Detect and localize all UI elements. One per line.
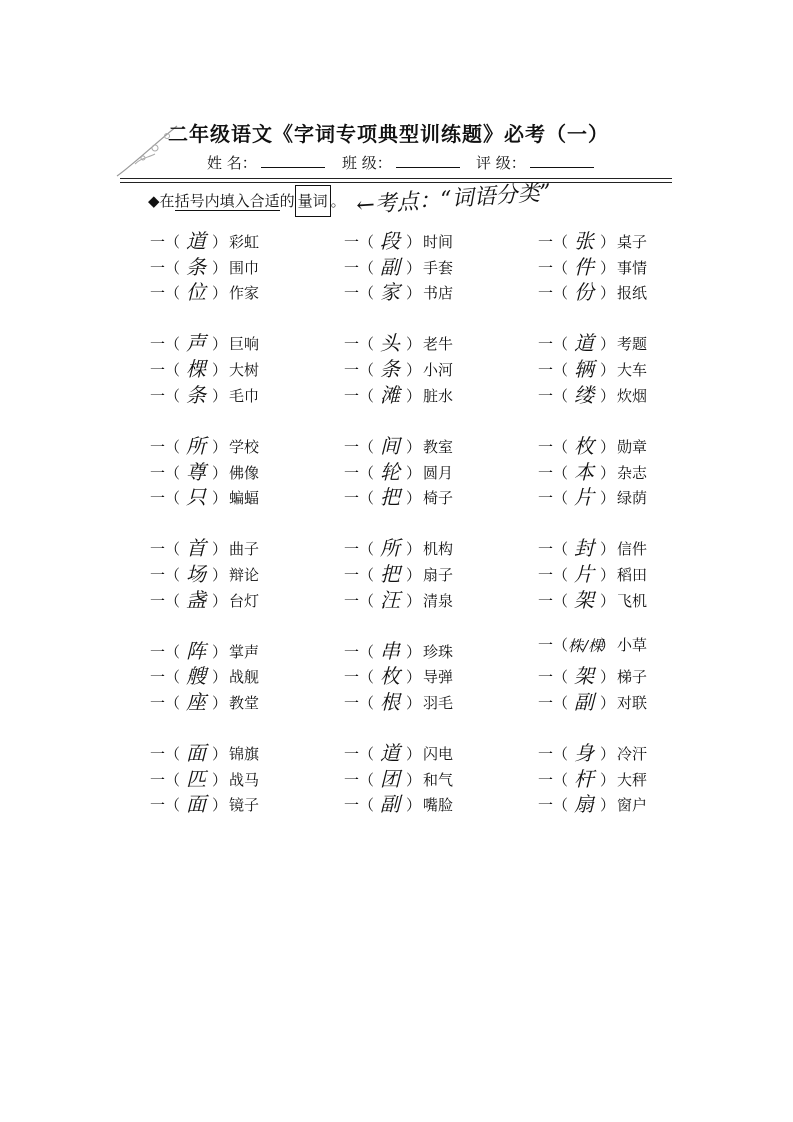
fill-item bbox=[150, 787, 260, 817]
close-paren: ） bbox=[212, 258, 228, 277]
close-paren: ） bbox=[406, 258, 422, 277]
close-paren: ） bbox=[406, 770, 422, 789]
handwritten-answer[interactable]: 株/棵 bbox=[568, 636, 604, 655]
class-blank[interactable] bbox=[396, 155, 460, 168]
handwritten-answer[interactable]: 根 bbox=[380, 690, 401, 714]
close-paren: ） bbox=[600, 463, 616, 482]
close-paren: ） bbox=[600, 335, 616, 354]
handwritten-answer[interactable]: 场 bbox=[186, 561, 207, 586]
noun-text: 窗户 bbox=[617, 796, 648, 815]
close-paren: ） bbox=[212, 335, 228, 354]
fill-item bbox=[344, 275, 454, 305]
handwritten-answer[interactable]: 条 bbox=[186, 254, 207, 279]
open-paren: 一（ bbox=[538, 635, 569, 654]
open-paren: 一（ bbox=[344, 796, 375, 815]
fill-item bbox=[150, 326, 260, 356]
noun-text: 椅子 bbox=[423, 489, 454, 508]
close-paren: ） bbox=[600, 233, 616, 251]
open-paren: 一（ bbox=[150, 233, 181, 251]
handwritten-answer[interactable]: 封 bbox=[574, 536, 595, 561]
noun-text: 对联 bbox=[617, 694, 648, 712]
open-paren: 一（ bbox=[150, 463, 181, 482]
handwritten-answer[interactable]: 本 bbox=[574, 459, 595, 484]
name-field bbox=[207, 152, 325, 173]
handwritten-answer[interactable]: 声 bbox=[186, 331, 207, 356]
fill-item bbox=[538, 531, 648, 561]
close-paren: ） bbox=[600, 540, 616, 559]
handwritten-answer[interactable]: 辆 bbox=[574, 357, 595, 382]
noun-text: 大秤 bbox=[617, 770, 648, 789]
close-paren: ） bbox=[406, 591, 422, 610]
handwritten-answer[interactable]: 面 bbox=[186, 741, 207, 765]
open-paren: 一（ bbox=[538, 540, 569, 559]
fill-item bbox=[150, 685, 260, 714]
close-paren: ） bbox=[406, 463, 422, 482]
noun-text: 信件 bbox=[617, 540, 648, 559]
handwritten-answer[interactable]: 面 bbox=[186, 792, 207, 817]
page-title: 二年级语文《字词专项典型训练题》必考（一） bbox=[168, 122, 609, 146]
close-paren: ） bbox=[406, 335, 422, 354]
noun-text: 战马 bbox=[229, 770, 260, 789]
noun-text: 事情 bbox=[617, 258, 648, 277]
fill-item bbox=[150, 275, 260, 305]
fill-item bbox=[538, 275, 648, 305]
handwritten-answer[interactable]: 滩 bbox=[380, 382, 401, 407]
header-divider bbox=[120, 178, 672, 179]
open-paren: 一（ bbox=[150, 489, 181, 508]
fill-item bbox=[150, 762, 260, 791]
grade-blank[interactable] bbox=[530, 155, 594, 168]
close-paren: ） bbox=[212, 437, 228, 456]
noun-text: 学校 bbox=[229, 437, 260, 456]
close-paren: ） bbox=[212, 565, 228, 584]
open-paren: 一（ bbox=[538, 463, 569, 482]
open-paren: 一（ bbox=[344, 258, 375, 277]
fill-item bbox=[538, 378, 648, 407]
fill-item bbox=[538, 736, 648, 765]
close-paren: ） bbox=[406, 361, 422, 380]
fill-item bbox=[538, 557, 648, 586]
noun-text: 闪电 bbox=[423, 745, 454, 763]
fill-item bbox=[150, 659, 260, 689]
close-paren: ） bbox=[406, 284, 422, 303]
noun-text: 小河 bbox=[423, 361, 454, 380]
noun-text: 稻田 bbox=[617, 565, 648, 584]
noun-text: 大车 bbox=[617, 361, 648, 380]
close-paren: ） bbox=[406, 386, 422, 405]
handwritten-answer[interactable]: 缕 bbox=[574, 382, 595, 407]
open-paren: 一（ bbox=[344, 642, 375, 661]
open-paren: 一（ bbox=[150, 642, 181, 661]
open-paren: 一（ bbox=[344, 745, 375, 763]
open-paren: 一（ bbox=[538, 770, 569, 789]
fill-item bbox=[344, 762, 454, 791]
handwritten-answer[interactable]: 枚 bbox=[574, 433, 595, 458]
fill-item bbox=[538, 480, 648, 510]
open-paren: 一（ bbox=[150, 258, 181, 277]
fill-item bbox=[150, 531, 260, 561]
fill-item bbox=[150, 736, 260, 765]
fill-item bbox=[344, 378, 454, 407]
open-paren: 一（ bbox=[538, 335, 569, 354]
open-paren: 一（ bbox=[150, 565, 181, 584]
noun-text: 教室 bbox=[423, 437, 454, 456]
fill-item bbox=[344, 736, 454, 765]
close-paren: ） bbox=[406, 437, 422, 456]
handwritten-answer[interactable]: 副 bbox=[574, 690, 595, 714]
handwritten-answer[interactable]: 杆 bbox=[574, 766, 595, 791]
open-paren: 一（ bbox=[538, 437, 569, 456]
fill-item bbox=[150, 480, 260, 510]
noun-text: 导弹 bbox=[423, 668, 454, 687]
close-paren: ） bbox=[600, 796, 616, 815]
fill-item bbox=[150, 378, 260, 407]
fill-item bbox=[344, 250, 454, 279]
noun-text: 炊烟 bbox=[617, 386, 648, 405]
fill-item bbox=[344, 583, 454, 612]
open-paren: 一（ bbox=[150, 770, 181, 789]
open-paren: 一（ bbox=[150, 437, 181, 456]
noun-text: 报纸 bbox=[617, 284, 648, 303]
open-paren: 一（ bbox=[538, 668, 569, 687]
noun-text: 作家 bbox=[229, 284, 260, 303]
open-paren: 一（ bbox=[538, 694, 569, 712]
class-label: 班 级： bbox=[342, 154, 392, 172]
close-paren: ） bbox=[600, 284, 616, 303]
open-paren: 一（ bbox=[344, 361, 375, 380]
grade-field bbox=[476, 152, 594, 173]
handwritten-answer[interactable]: 副 bbox=[380, 254, 401, 279]
fill-item bbox=[150, 352, 260, 382]
close-paren: ） bbox=[212, 386, 228, 405]
noun-text: 曲子 bbox=[229, 540, 260, 559]
noun-text: 教堂 bbox=[229, 694, 260, 712]
noun-text: 脏水 bbox=[423, 386, 454, 405]
open-paren: 一（ bbox=[344, 233, 375, 251]
noun-text: 围巾 bbox=[229, 258, 260, 277]
fill-item bbox=[538, 250, 648, 279]
open-paren: 一（ bbox=[344, 668, 375, 687]
noun-text: 嘴脸 bbox=[423, 796, 454, 815]
close-paren: ） bbox=[600, 635, 616, 654]
fill-item bbox=[344, 224, 454, 253]
close-paren: ） bbox=[600, 565, 616, 584]
handwritten-answer[interactable]: 所 bbox=[380, 536, 401, 561]
close-paren: ） bbox=[406, 796, 422, 815]
open-paren: 一（ bbox=[150, 591, 181, 610]
fill-item bbox=[538, 787, 648, 817]
fill-item bbox=[150, 583, 260, 612]
handwritten-answer[interactable]: 只 bbox=[186, 485, 207, 510]
handwritten-answer[interactable]: 团 bbox=[380, 766, 401, 791]
handwritten-answer[interactable]: 轮 bbox=[380, 459, 401, 484]
close-paren: ） bbox=[212, 540, 228, 559]
handwritten-answer[interactable]: 道 bbox=[574, 331, 595, 356]
close-paren: ） bbox=[600, 386, 616, 405]
noun-text: 圆月 bbox=[423, 463, 454, 482]
handwritten-answer[interactable]: 条 bbox=[186, 382, 207, 407]
close-paren: ） bbox=[600, 694, 616, 712]
close-paren: ） bbox=[600, 770, 616, 789]
open-paren: 一（ bbox=[150, 668, 181, 687]
fill-item bbox=[150, 250, 260, 279]
noun-text: 桌子 bbox=[617, 233, 648, 251]
handwritten-answer[interactable]: 把 bbox=[380, 561, 401, 586]
fill-item bbox=[344, 634, 454, 663]
noun-text: 冷汗 bbox=[617, 745, 648, 763]
fill-item bbox=[344, 557, 454, 586]
open-paren: 一（ bbox=[150, 796, 181, 815]
noun-text: 绿荫 bbox=[617, 489, 648, 508]
open-paren: 一（ bbox=[344, 335, 375, 354]
handwritten-answer[interactable]: 艘 bbox=[186, 664, 207, 689]
handwritten-answer[interactable]: 张 bbox=[574, 229, 595, 253]
name-blank[interactable] bbox=[261, 155, 325, 168]
fill-item bbox=[344, 787, 454, 817]
handwritten-answer[interactable]: 枚 bbox=[380, 664, 401, 689]
open-paren: 一（ bbox=[538, 591, 569, 610]
handwritten-answer[interactable]: 道 bbox=[186, 229, 207, 253]
close-paren: ） bbox=[212, 770, 228, 789]
bullet-icon: ◆ bbox=[148, 192, 160, 210]
open-paren: 一（ bbox=[538, 233, 569, 251]
close-paren: ） bbox=[212, 489, 228, 508]
handwritten-answer[interactable]: 段 bbox=[380, 229, 401, 253]
noun-text: 飞机 bbox=[617, 591, 648, 610]
open-paren: 一（ bbox=[150, 694, 181, 712]
open-paren: 一（ bbox=[150, 745, 181, 763]
open-paren: 一（ bbox=[538, 284, 569, 303]
handwritten-answer[interactable]: 首 bbox=[186, 536, 207, 561]
open-paren: 一（ bbox=[150, 386, 181, 405]
close-paren: ） bbox=[212, 284, 228, 303]
noun-text: 掌声 bbox=[229, 642, 260, 661]
fill-item bbox=[150, 634, 260, 663]
close-paren: ） bbox=[212, 694, 228, 712]
class-field bbox=[342, 152, 460, 173]
fill-item bbox=[344, 429, 454, 458]
fill-item bbox=[538, 583, 648, 612]
noun-text: 老牛 bbox=[423, 335, 454, 354]
fill-item bbox=[150, 557, 260, 586]
noun-text: 机构 bbox=[423, 540, 454, 559]
header-divider-thin bbox=[120, 182, 672, 183]
noun-text: 蝙蝠 bbox=[229, 489, 260, 508]
handwritten-answer[interactable]: 间 bbox=[380, 433, 401, 458]
handwritten-answer[interactable]: 所 bbox=[186, 433, 207, 458]
open-paren: 一（ bbox=[538, 745, 569, 763]
fill-item bbox=[538, 685, 648, 714]
handwritten-answer[interactable]: 盏 bbox=[186, 587, 207, 612]
handwritten-answer[interactable]: 阵 bbox=[186, 638, 207, 663]
instruction-underlined: 括号内填入合适 bbox=[174, 192, 280, 210]
handwritten-answer[interactable]: 身 bbox=[574, 741, 595, 765]
noun-text: 巨响 bbox=[229, 335, 260, 354]
fill-item bbox=[344, 480, 454, 510]
noun-text: 战舰 bbox=[229, 668, 260, 687]
fill-item bbox=[344, 659, 454, 689]
fill-item bbox=[538, 762, 648, 791]
close-paren: ） bbox=[212, 463, 228, 482]
close-paren: ） bbox=[406, 745, 422, 763]
handwritten-answer[interactable]: 座 bbox=[186, 690, 207, 714]
open-paren: 一（ bbox=[538, 565, 569, 584]
fill-item bbox=[344, 685, 454, 714]
handwritten-answer[interactable]: 棵 bbox=[186, 357, 207, 382]
fill-item bbox=[150, 429, 260, 458]
noun-text: 辩论 bbox=[229, 565, 260, 584]
open-paren: 一（ bbox=[344, 770, 375, 789]
noun-text: 考题 bbox=[617, 335, 648, 354]
fill-item bbox=[344, 326, 454, 356]
open-paren: 一（ bbox=[344, 284, 375, 303]
open-paren: 一（ bbox=[150, 361, 181, 380]
noun-text: 时间 bbox=[423, 233, 454, 251]
open-paren: 一（ bbox=[150, 284, 181, 303]
close-paren: ） bbox=[406, 233, 422, 251]
handwritten-answer[interactable]: 架 bbox=[574, 664, 595, 689]
close-paren: ） bbox=[600, 591, 616, 610]
handwritten-answer[interactable]: 扇 bbox=[574, 792, 595, 817]
open-paren: 一（ bbox=[538, 361, 569, 380]
open-paren: 一（ bbox=[538, 386, 569, 405]
noun-text: 杂志 bbox=[617, 463, 648, 482]
handwritten-answer[interactable]: 条 bbox=[380, 357, 401, 382]
name-label: 姓 名： bbox=[207, 154, 257, 172]
close-paren: ） bbox=[212, 233, 228, 251]
handwritten-annotation: ←考点：“词语分类” bbox=[355, 180, 552, 219]
close-paren: ） bbox=[212, 591, 228, 610]
noun-text: 毛巾 bbox=[229, 386, 260, 405]
noun-text: 扇子 bbox=[423, 565, 454, 584]
open-paren: 一（ bbox=[538, 258, 569, 277]
handwritten-answer[interactable]: 片 bbox=[574, 485, 595, 510]
open-paren: 一（ bbox=[344, 463, 375, 482]
open-paren: 一（ bbox=[344, 591, 375, 610]
instruction-boxed-word: 量词 bbox=[295, 185, 331, 217]
handwritten-answer[interactable]: 家 bbox=[380, 280, 401, 305]
handwritten-answer[interactable]: 片 bbox=[574, 561, 595, 586]
handwritten-answer[interactable]: 份 bbox=[574, 280, 595, 305]
open-paren: 一（ bbox=[344, 386, 375, 405]
fill-item bbox=[344, 531, 454, 561]
fill-item bbox=[538, 659, 648, 689]
open-paren: 一（ bbox=[344, 565, 375, 584]
handwritten-answer[interactable]: 汪 bbox=[380, 587, 401, 612]
fill-item bbox=[344, 455, 454, 484]
close-paren: ） bbox=[406, 540, 422, 559]
noun-text: 羽毛 bbox=[423, 694, 454, 712]
grade-label: 评 级： bbox=[476, 154, 526, 172]
noun-text: 锦旗 bbox=[229, 745, 260, 763]
noun-text: 佛像 bbox=[229, 463, 260, 482]
close-paren: ） bbox=[212, 796, 228, 815]
handwritten-answer[interactable]: 尊 bbox=[186, 459, 207, 484]
open-paren: 一（ bbox=[344, 540, 375, 559]
fill-item bbox=[150, 455, 260, 484]
fill-item bbox=[150, 224, 260, 253]
noun-text: 大树 bbox=[229, 361, 260, 380]
noun-text: 书店 bbox=[423, 284, 454, 303]
noun-text: 和气 bbox=[423, 770, 454, 789]
close-paren: ） bbox=[600, 437, 616, 456]
close-paren: ） bbox=[406, 694, 422, 712]
noun-text: 镜子 bbox=[229, 796, 260, 815]
close-paren: ） bbox=[600, 489, 616, 508]
noun-text: 梯子 bbox=[617, 668, 648, 687]
fill-item bbox=[538, 224, 648, 253]
handwritten-answer[interactable]: 道 bbox=[380, 741, 401, 765]
close-paren: ） bbox=[406, 565, 422, 584]
close-paren: ） bbox=[212, 668, 228, 687]
instruction: ◆在括号内填入合适的 量词 。 bbox=[148, 190, 346, 211]
handwritten-answer[interactable]: 件 bbox=[574, 254, 595, 279]
open-paren: 一（ bbox=[538, 489, 569, 508]
handwritten-answer[interactable]: 架 bbox=[574, 587, 595, 612]
handwritten-answer[interactable]: 把 bbox=[380, 485, 401, 510]
open-paren: 一（ bbox=[344, 437, 375, 456]
noun-text: 手套 bbox=[423, 258, 454, 277]
open-paren: 一（ bbox=[150, 540, 181, 559]
fill-item bbox=[538, 326, 648, 356]
close-paren: ） bbox=[212, 745, 228, 763]
handwritten-answer[interactable]: 匹 bbox=[186, 766, 207, 791]
close-paren: ） bbox=[406, 642, 422, 661]
fill-item bbox=[538, 634, 647, 658]
open-paren: 一（ bbox=[538, 796, 569, 815]
noun-text: 勋章 bbox=[617, 437, 648, 456]
open-paren: 一（ bbox=[344, 489, 375, 508]
open-paren: 一（ bbox=[150, 335, 181, 354]
noun-text: 清泉 bbox=[423, 591, 454, 610]
fill-item bbox=[344, 352, 454, 382]
close-paren: ） bbox=[212, 361, 228, 380]
close-paren: ） bbox=[406, 489, 422, 508]
close-paren: ） bbox=[600, 258, 616, 277]
fill-item bbox=[538, 429, 648, 458]
noun-text: 珍珠 bbox=[423, 642, 454, 661]
noun-text: 小草 bbox=[617, 635, 648, 654]
handwritten-answer[interactable]: 头 bbox=[380, 331, 401, 356]
close-paren: ） bbox=[600, 745, 616, 763]
close-paren: ） bbox=[212, 642, 228, 661]
close-paren: ） bbox=[600, 668, 616, 687]
fill-item bbox=[538, 455, 648, 484]
handwritten-answer[interactable]: 位 bbox=[186, 280, 207, 305]
handwritten-answer[interactable]: 副 bbox=[380, 792, 401, 817]
close-paren: ） bbox=[406, 668, 422, 687]
close-paren: ） bbox=[600, 361, 616, 380]
open-paren: 一（ bbox=[344, 694, 375, 712]
noun-text: 台灯 bbox=[229, 591, 260, 610]
fill-item bbox=[538, 352, 648, 382]
handwritten-answer[interactable]: 串 bbox=[380, 638, 401, 663]
noun-text: 彩虹 bbox=[229, 233, 260, 251]
